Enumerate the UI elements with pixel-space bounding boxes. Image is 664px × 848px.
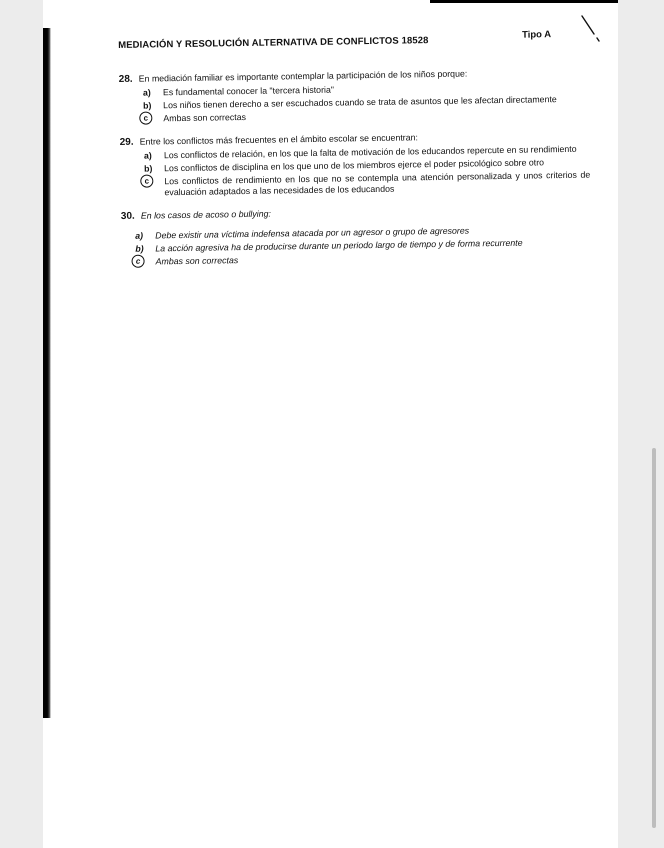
- option-text: Es fundamental conocer la "tercera historia": [162, 84, 335, 98]
- option-text: Ambas son correctas: [155, 255, 239, 267]
- option-letter: a): [142, 87, 151, 98]
- exam-title: MEDIACIÓN Y RESOLUCIÓN ALTERNATIVA DE CONFLICTOS 18528: [118, 35, 429, 51]
- question-stem: [121, 204, 591, 222]
- question-30: [121, 204, 592, 268]
- exam-sheet: [118, 27, 592, 270]
- selected-answer-circle: c: [131, 255, 144, 268]
- selected-answer-circle: c: [139, 111, 152, 124]
- scan-shadow-top: [430, 0, 618, 3]
- question-number: 30.: [120, 210, 135, 222]
- option-letter: b): [144, 163, 153, 174]
- question-text: En los casos de acoso o bullying:: [140, 208, 271, 221]
- question-text: Entre los conflictos más frecuentes en el ámbito escolar se encuentran:: [139, 132, 418, 147]
- option-letter: a): [143, 150, 152, 161]
- question-28: [119, 67, 590, 125]
- exam-type: Tipo A: [521, 29, 552, 41]
- answer-options: [121, 224, 592, 268]
- option-letter: b): [143, 100, 152, 111]
- option-c-selected[interactable]: [120, 170, 590, 199]
- answer-options: [120, 144, 591, 199]
- question-number: 29.: [119, 136, 134, 148]
- answer-options: [119, 81, 590, 125]
- option-letter: b): [135, 243, 144, 254]
- question-29: [120, 130, 591, 199]
- option-text: Los niños tienen derecho a ser escuchados cuando se trata de asuntos que les afectan directamente: [163, 94, 557, 111]
- option-text: Ambas son correctas: [163, 112, 247, 124]
- option-text: Los conflictos de rendimiento en los que no se contempla una atención personalizada y unos criterios de evaluación adaptados a las necesidades de los educandos: [164, 169, 591, 198]
- option-text: Los conflictos de disciplina en los que uno de los miembros ejerce el poder psicológico sobre otro: [164, 157, 545, 174]
- question-number: 28.: [118, 73, 133, 85]
- vertical-scrollbar[interactable]: [652, 448, 656, 828]
- selected-answer-circle: c: [140, 174, 153, 187]
- scan-shadow-left: [43, 28, 51, 718]
- question-text: En mediación familiar es importante contemplar la participación de los niños porque:: [138, 68, 468, 84]
- option-text: La acción agresiva ha de producirse durante un periodo largo de tiempo y de forma recurrente: [155, 237, 523, 254]
- option-text: Debe existir una víctima indefensa atacada por un agresor o grupo de agresores: [155, 225, 470, 241]
- option-letter: a): [135, 230, 144, 241]
- option-text: Los conflictos de relación, en los que la falta de motivación de los educandos repercute en su rendimiento: [163, 143, 577, 161]
